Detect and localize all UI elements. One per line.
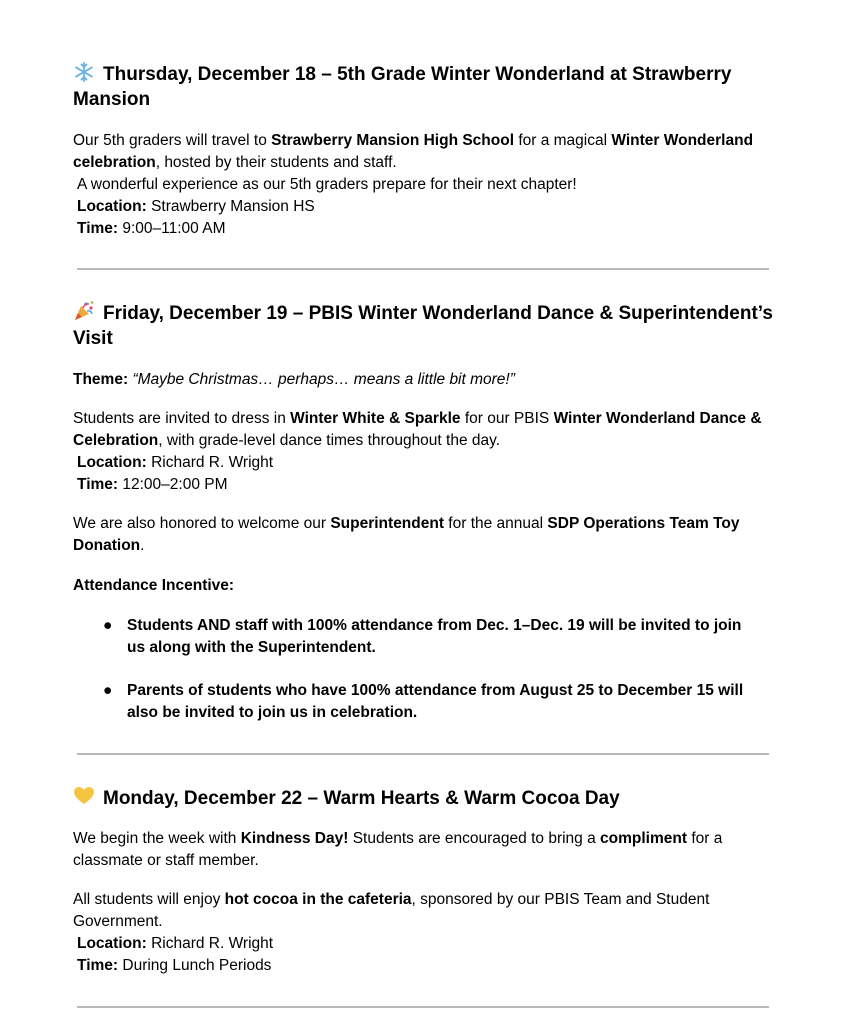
text-run: for our PBIS bbox=[460, 410, 554, 427]
location-value: Richard R. Wright bbox=[151, 935, 274, 952]
incentive-list bbox=[73, 615, 773, 724]
cocoa-paragraph bbox=[73, 889, 773, 977]
bold-run: Superintendent bbox=[330, 515, 444, 532]
time-label: Time: bbox=[77, 957, 119, 974]
time-line bbox=[73, 220, 226, 237]
text-run: Students are invited to dress in bbox=[73, 410, 291, 427]
text-run: . bbox=[140, 537, 145, 554]
section-intro bbox=[73, 130, 773, 240]
bullet-dot-icon: ● bbox=[103, 682, 113, 699]
theme-line bbox=[73, 369, 773, 391]
yellow-heart-icon bbox=[73, 785, 95, 805]
snowflake-icon bbox=[73, 61, 95, 81]
bold-run: Winter Wonderland Dance & Celebration bbox=[73, 410, 762, 449]
intro-line-2: A wonderful experience as our 5th graders prepare for their next chapter! bbox=[77, 176, 577, 193]
text-run: for a classmate or staff member. bbox=[73, 830, 723, 869]
text-run: We begin the week with bbox=[73, 830, 241, 847]
section-title-text: Monday, December 22 – Warm Hearts & Warm Cocoa Day bbox=[103, 788, 620, 809]
location-line bbox=[73, 454, 273, 471]
bold-run: Kindness Day! bbox=[240, 830, 349, 847]
text-run: All students will enjoy bbox=[73, 891, 225, 908]
text-run: Our 5th graders will travel to bbox=[73, 132, 272, 149]
incentive-title bbox=[73, 575, 773, 597]
section-intro bbox=[73, 408, 773, 496]
list-item bbox=[73, 680, 757, 724]
theme-value: “Maybe Christmas… perhaps… means a little bit more!” bbox=[132, 371, 515, 388]
theme-label: Theme: bbox=[73, 371, 129, 388]
section-divider bbox=[77, 1006, 769, 1008]
location-value: Richard R. Wright bbox=[151, 454, 274, 471]
bold-run: Winter White & Sparkle bbox=[290, 410, 461, 427]
bold-run: compliment bbox=[600, 830, 688, 847]
location-label: Location: bbox=[77, 935, 147, 952]
section-intro bbox=[73, 828, 773, 872]
bold-run: Winter Wonderland celebration bbox=[73, 132, 754, 171]
section-title-dec-19 bbox=[73, 300, 773, 351]
time-line bbox=[73, 476, 228, 493]
section-title-dec-18 bbox=[73, 61, 773, 112]
time-value: 12:00–2:00 PM bbox=[122, 476, 228, 493]
time-value: During Lunch Periods bbox=[122, 957, 272, 974]
bold-run: hot cocoa in the cafeteria bbox=[224, 891, 412, 908]
section-divider bbox=[77, 753, 769, 755]
section-divider bbox=[77, 268, 769, 270]
welcome-paragraph bbox=[73, 513, 773, 557]
text-run: , sponsored by our PBIS Team and Student Government. bbox=[73, 891, 710, 930]
section-title-dec-22 bbox=[73, 785, 773, 811]
location-line bbox=[73, 935, 273, 952]
list-item-text: Students AND staff with 100% attendance from Dec. 1–Dec. 19 will be invited to join us along with the Superintendent. bbox=[127, 617, 742, 656]
bold-run: SDP Operations Team Toy Donation bbox=[73, 515, 740, 554]
location-value: Strawberry Mansion HS bbox=[151, 198, 315, 215]
bullet-dot-icon: ● bbox=[103, 617, 113, 634]
text-run: for the annual bbox=[444, 515, 548, 532]
location-line bbox=[73, 198, 315, 215]
text-run: , hosted by their students and staff. bbox=[155, 154, 397, 171]
party-popper-icon bbox=[73, 300, 95, 320]
time-label: Time: bbox=[77, 476, 119, 493]
location-label: Location: bbox=[77, 454, 147, 471]
bold-run: Strawberry Mansion High School bbox=[271, 132, 515, 149]
list-item-text: Parents of students who have 100% attendance from August 25 to December 15 will also be invited to join us in celebration. bbox=[127, 682, 744, 721]
time-label: Time: bbox=[77, 220, 119, 237]
text-run: We are also honored to welcome our bbox=[73, 515, 331, 532]
time-line bbox=[73, 957, 271, 974]
location-label: Location: bbox=[77, 198, 147, 215]
incentive-title-text: Attendance Incentive: bbox=[73, 577, 235, 594]
text-run: , with grade-level dance times throughout the day. bbox=[158, 432, 501, 449]
text-run: Students are encouraged to bring a bbox=[348, 830, 601, 847]
list-item bbox=[73, 615, 757, 659]
section-title-text: Thursday, December 18 – 5th Grade Winter Wonderland at Strawberry Mansion bbox=[73, 64, 732, 110]
section-title-text: Friday, December 19 – PBIS Winter Wonderland Dance & Superintendent’s Visit bbox=[73, 303, 773, 349]
text-run: for a magical bbox=[514, 132, 612, 149]
time-value: 9:00–11:00 AM bbox=[122, 220, 226, 237]
